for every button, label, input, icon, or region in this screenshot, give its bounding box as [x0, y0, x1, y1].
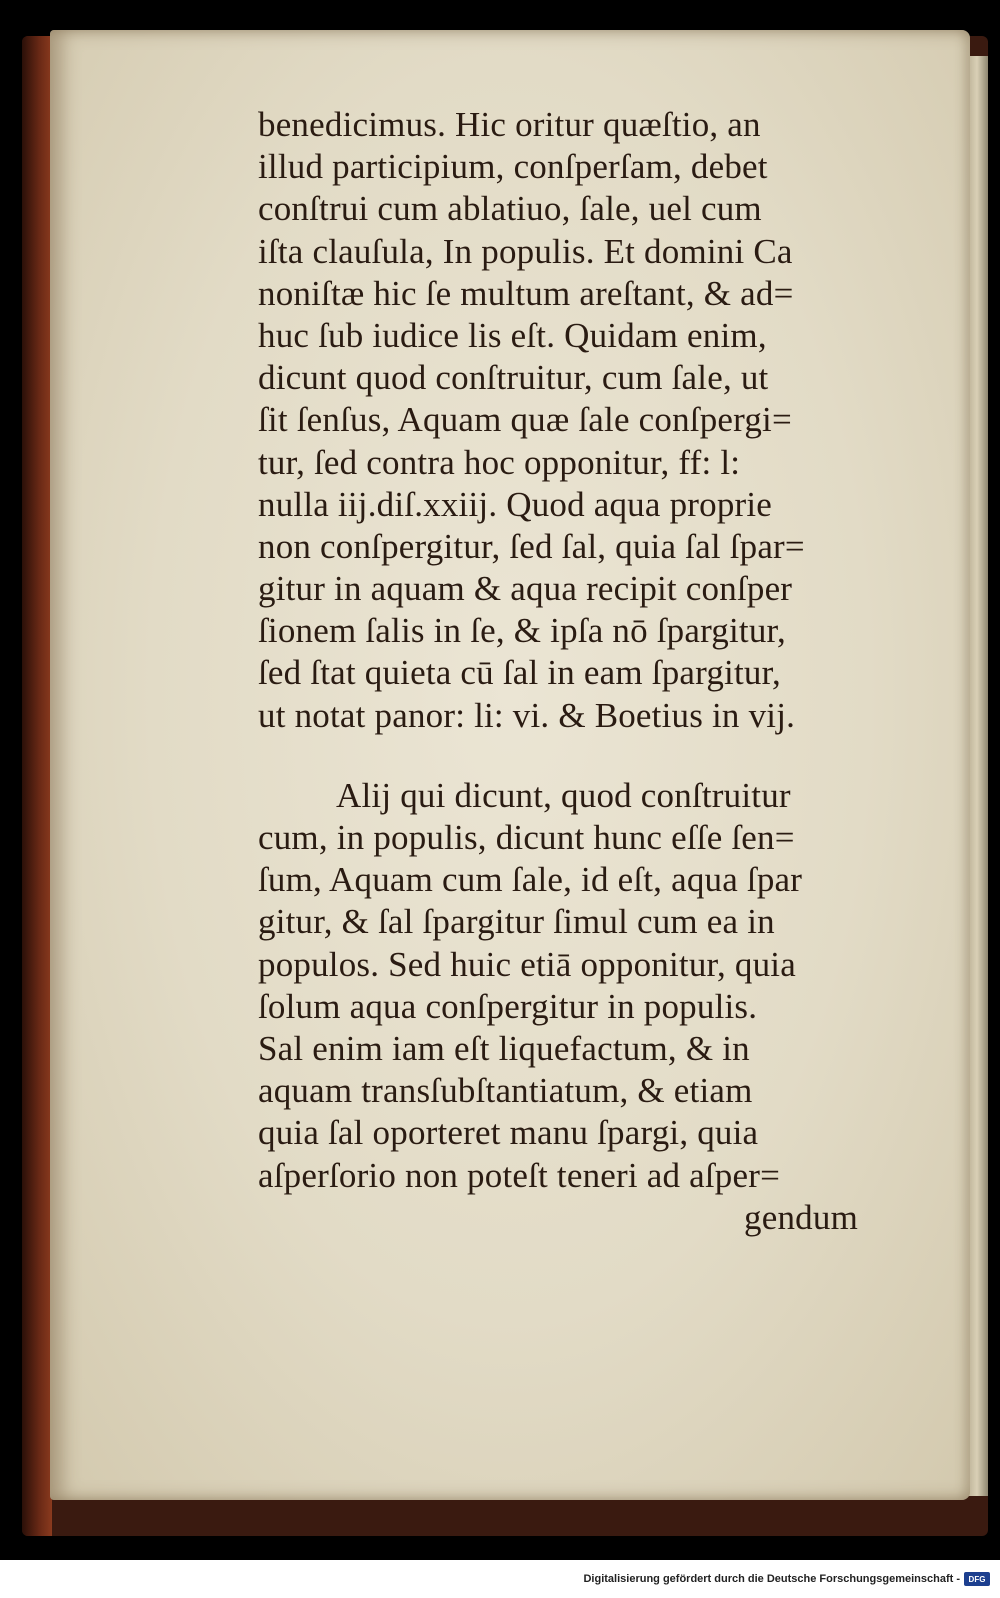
text-line: dicunt quod conſtruitur, cum ſale, ut [258, 358, 769, 398]
text-line: ſed ſtat quieta cū ſal in eam ſpargitur, [258, 653, 782, 693]
text-line: ut notat panor: li: vi. & Boetius in vij. [258, 695, 796, 735]
text-line: non conſpergitur, ſed ſal, quia ſal ſpar= [258, 526, 805, 566]
page-text [258, 104, 858, 1239]
text-line: huc ſub iudice lis eſt. Quidam enim, [258, 315, 767, 355]
text-line: ſionem ſalis in ſe, & ipſa nō ſpargitur, [258, 611, 786, 651]
text-line: cum, in populis, dicunt hunc eſſe ſen= [258, 818, 795, 857]
text-line: benedicimus. Hic oritur quæſtio, an [258, 105, 761, 144]
text-line: tur, ſed contra hoc opponitur, ff: l: [258, 442, 741, 482]
text-line: populos. Sed huic etiā opponitur, quia [258, 944, 796, 984]
text-line: iſta clauſula, In populis. Et domini Ca [258, 231, 793, 271]
text-line: Sal enim iam eſt liquefactum, & in [258, 1028, 750, 1068]
text-line: Alij qui dicunt, quod conſtruitur [336, 775, 791, 815]
dfg-logo: DFG [964, 1572, 990, 1586]
text-line: noniſtæ hic ſe multum areſtant, & ad= [258, 273, 794, 313]
text-line: ſit ſenſus, Aquam quæ ſale conſpergi= [258, 400, 792, 440]
text-line: gitur in aquam & aqua recipit conſper [258, 569, 793, 609]
text-line: conſtrui cum ablatiuo, ſale, uel cum [258, 189, 762, 229]
text-line: aſperſorio non poteſt teneri ad aſper= [258, 1155, 781, 1195]
text-line: ſum, Aquam cum ſale, id eſt, aqua ſpar [258, 860, 803, 900]
catchword: gendum [744, 1197, 858, 1237]
text-line: aquam transſubſtantiatum, & etiam [258, 1071, 753, 1111]
text-line: illud participium, conſperſam, debet [258, 147, 768, 187]
funding-footer [0, 1560, 1000, 1598]
paragraph-gap [258, 737, 858, 775]
text-line: quia ſal oporteret manu ſpargi, quia [258, 1113, 759, 1153]
text-line: nulla iij.diſ.xxiij. Quod aqua proprie [258, 484, 773, 524]
funding-text: Digitalisierung gefördert durch die Deutsche Forschungsgemeinschaft - [583, 1573, 960, 1585]
text-line: gitur, & ſal ſpargitur ſimul cum ea in [258, 902, 775, 942]
text-line: ſolum aqua conſpergitur in populis. [258, 986, 758, 1026]
